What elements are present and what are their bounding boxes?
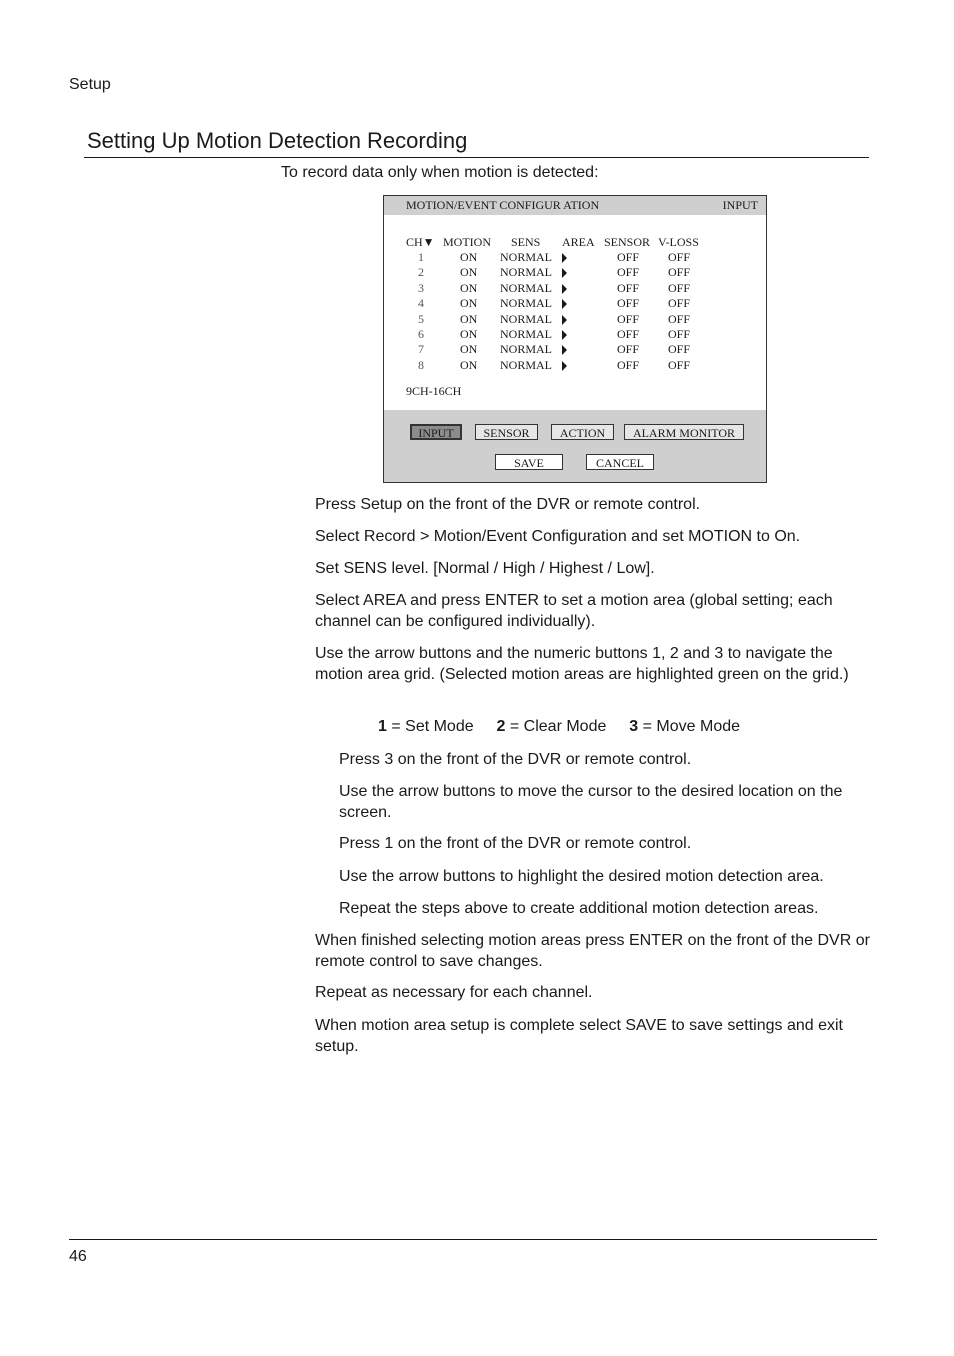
mode-key: 1 (378, 718, 387, 735)
sensor-value: OFF (617, 312, 640, 326)
area-arrow-icon (562, 284, 567, 294)
sensor-value: OFF (617, 281, 640, 295)
sensor-value: OFF (617, 327, 640, 341)
vloss-value: OFF (668, 342, 691, 356)
step-text: Repeat as necessary for each channel. (315, 984, 593, 1001)
area-arrow-icon (562, 315, 567, 325)
screen-header (384, 196, 766, 215)
mode-label: = Move Mode (638, 718, 741, 735)
area-arrow-icon (562, 345, 567, 355)
channel-range-label: 9CH-16CH (406, 384, 462, 398)
sens-value: NORMAL (500, 296, 553, 310)
vloss-value: OFF (668, 265, 691, 279)
sens-value: NORMAL (500, 327, 553, 341)
step-text: When motion area setup is complete select SAVE to save settings and exit setup. (315, 1017, 843, 1055)
area-arrow-icon (562, 361, 567, 371)
area-arrow-icon (562, 299, 567, 309)
motion-value: ON (460, 296, 478, 310)
sens-value: NORMAL (500, 250, 553, 264)
column-sensor: SENSOR (604, 235, 651, 249)
substep-text: Press 1 on the front of the DVR or remote control. (339, 835, 692, 852)
mode-legend (378, 718, 740, 736)
screen-title: MOTION/EVENT CONFIGUR ATION (406, 198, 600, 212)
screen-footer (384, 410, 766, 482)
channel-row (384, 281, 766, 296)
column-motion: MOTION (443, 235, 491, 249)
tab-sensor[interactable]: SENSOR (475, 424, 538, 440)
motion-value: ON (460, 342, 478, 356)
channel-row (384, 358, 766, 373)
channel-number: 6 (418, 327, 424, 341)
sensor-value: OFF (617, 265, 640, 279)
sens-value: NORMAL (500, 358, 553, 372)
sens-value: NORMAL (500, 281, 553, 295)
step-text: When finished selecting motion areas press ENTER on the front of the DVR or remote control to save changes. (315, 932, 870, 970)
cancel-button[interactable]: CANCEL (586, 454, 654, 470)
substep-text: Repeat the steps above to create additional motion detection areas. (339, 900, 819, 917)
vloss-value: OFF (668, 312, 691, 326)
step-text: Select Record > Motion/Event Configuration and set MOTION to On. (315, 528, 801, 545)
channel-row (384, 327, 766, 342)
area-arrow-icon (562, 253, 567, 263)
sens-value: NORMAL (500, 342, 553, 356)
channel-number: 8 (418, 358, 424, 372)
channel-number: 1 (418, 250, 424, 264)
area-arrow-icon (562, 330, 567, 340)
vloss-value: OFF (668, 327, 691, 341)
page-title: Setting Up Motion Detection Recording (87, 128, 468, 153)
substep-text: Press 3 on the front of the DVR or remote control. (339, 751, 692, 768)
substep-text: Use the arrow buttons to highlight the desired motion detection area. (339, 868, 824, 885)
intro-text: To record data only when motion is detected: (281, 164, 599, 181)
channel-number: 4 (418, 296, 424, 310)
title-rule (84, 157, 869, 158)
vloss-value: OFF (668, 358, 691, 372)
channel-row (384, 342, 766, 357)
sens-value: NORMAL (500, 265, 553, 279)
screen-mode-label: INPUT (722, 198, 758, 212)
tab-input[interactable]: INPUT (410, 424, 462, 440)
step-text: Select AREA and press ENTER to set a motion area (global setting; each channel can be configured individually). (315, 592, 833, 630)
column-sens: SENS (511, 235, 541, 249)
mode-label: = Clear Mode (505, 718, 607, 735)
dvr-config-screen (383, 195, 767, 483)
sens-value: NORMAL (500, 312, 553, 326)
channel-row (384, 312, 766, 327)
motion-value: ON (460, 312, 478, 326)
footer-rule (69, 1239, 877, 1240)
step-text: Set SENS level. [Normal / High / Highest / Low]. (315, 560, 655, 577)
step-text: Use the arrow buttons and the numeric buttons 1, 2 and 3 to navigate the motion area grid. (Selected motion areas are highlighted green on the grid.) (315, 645, 849, 683)
tab-alarm-monitor[interactable]: ALARM MONITOR (624, 424, 744, 440)
motion-value: ON (460, 265, 478, 279)
channel-number: 3 (418, 281, 424, 295)
channel-row (384, 265, 766, 280)
tab-action[interactable]: ACTION (551, 424, 614, 440)
channel-row (384, 250, 766, 265)
channel-number: 5 (418, 312, 424, 326)
sensor-value: OFF (617, 342, 640, 356)
section-label: Setup (69, 76, 111, 93)
motion-value: ON (460, 281, 478, 295)
column-ch: CH▼ (406, 235, 435, 249)
channel-number: 2 (418, 265, 424, 279)
save-button[interactable]: SAVE (495, 454, 563, 470)
column-area: AREA (562, 235, 595, 249)
substep-text: Use the arrow buttons to move the cursor to the desired location on the screen. (339, 783, 843, 821)
motion-value: ON (460, 327, 478, 341)
channel-number: 7 (418, 342, 424, 356)
vloss-value: OFF (668, 281, 691, 295)
sensor-value: OFF (617, 358, 640, 372)
mode-key: 2 (496, 718, 506, 735)
area-arrow-icon (562, 268, 567, 278)
step-text: Press Setup on the front of the DVR or remote control. (315, 496, 701, 513)
column-vloss: V-LOSS (658, 235, 699, 249)
vloss-value: OFF (668, 296, 691, 310)
motion-value: ON (460, 358, 478, 372)
motion-value: ON (460, 250, 478, 264)
sensor-value: OFF (617, 250, 640, 264)
sensor-value: OFF (617, 296, 640, 310)
vloss-value: OFF (668, 250, 691, 264)
mode-key: 3 (629, 718, 639, 735)
page-number: 46 (69, 1248, 87, 1265)
channel-row (384, 296, 766, 311)
mode-label: = Set Mode (386, 718, 474, 735)
